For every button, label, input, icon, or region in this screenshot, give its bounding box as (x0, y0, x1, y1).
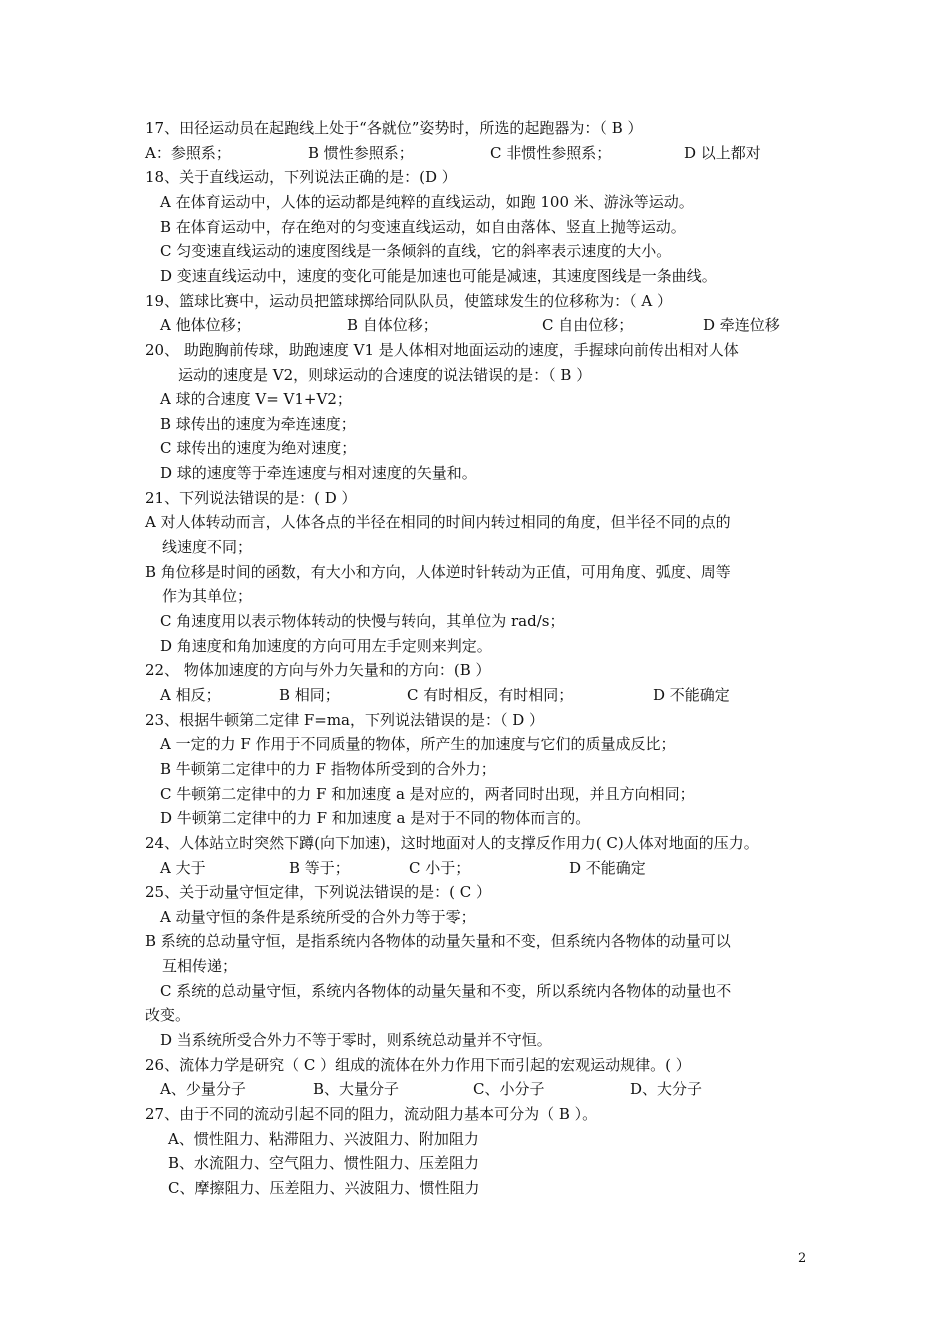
text-line: A 一定的力 F 作用于不同质量的物体，所产生的加速度与它们的质量成反比； (160, 735, 676, 753)
text-line: 改变。 (145, 1006, 191, 1024)
text-line: B 系统的总动量守恒，是指系统内各物体的动量矢量和不变，但系统内各物体的动量可以 (145, 932, 731, 950)
text-line: 20、 助跑胸前传球，助跑速度 V1 是人体相对地面运动的速度，手握球向前传出相对人体 (145, 341, 739, 359)
option-choice: D 不能确定 (569, 859, 646, 877)
option-choice: A 相反； (160, 686, 221, 704)
text-line: A、惯性阻力、粘滞阻力、兴波阻力、附加阻力 (168, 1130, 479, 1148)
text-line: 23、根据牛顿第二定律 F=ma，下列说法错误的是：（ D ） (145, 711, 545, 729)
text-line: A 动量守恒的条件是系统所受的合外力等于零； (160, 908, 476, 926)
text-line: C 角速度用以表示物体转动的快慢与转向，其单位为 rad/s； (160, 612, 565, 630)
text-line: 互相传递； (162, 957, 238, 975)
text-line: B、水流阻力、空气阻力、惯性阻力、压差阻力 (168, 1154, 480, 1172)
text-line: 24、人体站立时突然下蹲(向下加速)，这时地面对人的支撑反作用力( C)人体对地面的压力。 (145, 834, 759, 852)
text-line: C、摩擦阻力、压差阻力、兴波阻力、惯性阻力 (168, 1179, 480, 1197)
option-choice: A 大于 (160, 859, 206, 877)
option-choice: B 惯性参照系； (308, 144, 414, 162)
text-line: 22、 物体加速度的方向与外力矢量和的方向：(B ） (145, 661, 491, 679)
text-line: C 球传出的速度为绝对速度； (160, 439, 357, 457)
text-line: C 牛顿第二定律中的力 F 和加速度 a 是对应的，两者同时出现，并且方向相同； (160, 785, 695, 803)
text-line: A 对人体转动而言，人体各点的半径在相同的时间内转过相同的角度，但半径不同的点的 (145, 513, 731, 531)
option-choice: D、大分子 (630, 1080, 703, 1098)
option-choice: D 以上都对 (684, 144, 761, 162)
text-line: B 在体育运动中，存在绝对的匀变速直线运动，如自由落体、竖直上抛等运动。 (160, 218, 686, 236)
text-line: A 在体育运动中，人体的运动都是纯粹的直线运动，如跑 100 米、游泳等运动。 (160, 193, 694, 211)
text-line: C 系统的总动量守恒，系统内各物体的动量矢量和不变，所以系统内各物体的动量也不 (160, 982, 732, 1000)
option-choice: A 他体位移； (160, 316, 251, 334)
option-choice: C 有时相反，有时相同； (407, 686, 574, 704)
text-line: D 球的速度等于牵连速度与相对速度的矢量和。 (160, 464, 477, 482)
option-choice: B 等于； (289, 859, 350, 877)
text-line: D 角速度和角加速度的方向可用左手定则来判定。 (160, 637, 492, 655)
text-line: D 当系统所受合外力不等于零时，则系统总动量并不守恒。 (160, 1031, 552, 1049)
text-line: B 球传出的速度为牵连速度； (160, 415, 356, 433)
text-line: 19、篮球比赛中，运动员把篮球掷给同队队员，使篮球发生的位移称为：（ A ） (145, 292, 672, 310)
text-line: 线速度不同； (162, 538, 253, 556)
page-number: 2 (798, 1251, 807, 1266)
text-line: 21、下列说法错误的是：( D ） (145, 489, 357, 507)
option-choice: C 自由位移； (542, 316, 634, 334)
text-line: D 牛顿第二定律中的力 F 和加速度 a 是对于不同的物体而言的。 (160, 809, 591, 827)
text-line: D 变速直线运动中，速度的变化可能是加速也可能是减速，其速度图线是一条曲线。 (160, 267, 717, 285)
text-line: 17、田径运动员在起跑线上处于“各就位”姿势时，所选的起跑器为：（ B ） (145, 119, 643, 137)
text-line: B 角位移是时间的函数，有大小和方向，人体逆时针转动为正值，可用角度、弧度、周等 (145, 563, 731, 581)
option-choice: C 小于； (409, 859, 471, 877)
text-line: 27、由于不同的流动引起不同的阻力，流动阻力基本可分为（ B ）。 (145, 1105, 598, 1123)
option-choice: A、少量分子 (160, 1080, 246, 1098)
option-choice: B、大量分子 (313, 1080, 400, 1098)
option-choice: D 不能确定 (653, 686, 730, 704)
text-line: 26、流体力学是研究（ C ）组成的流体在外力作用下而引起的宏观运动规律。( ） (145, 1056, 691, 1074)
option-choice: D 牵连位移 (703, 316, 780, 334)
text-line: A 球的合速度 V= V1+V2； (160, 390, 352, 408)
option-choice: B 相同； (279, 686, 340, 704)
text-line: 25、关于动量守恒定律，下列说法错误的是：( C ） (145, 883, 491, 901)
option-choice: C 非惯性参照系； (490, 144, 612, 162)
text-line: 18、关于直线运动，下列说法正确的是：(D ） (145, 168, 457, 186)
option-choice: C、小分子 (473, 1080, 545, 1098)
text-line: C 匀变速直线运动的速度图线是一条倾斜的直线，它的斜率表示速度的大小。 (160, 242, 672, 260)
text-line: B 牛顿第二定律中的力 F 指物体所受到的合外力； (160, 760, 496, 778)
text-line: 运动的速度是 V2，则球运动的合速度的说法错误的是：（ B ） (178, 366, 592, 384)
option-choice: A：参照系； (145, 144, 231, 162)
text-line: 作为其单位； (162, 587, 253, 605)
option-choice: B 自体位移； (347, 316, 438, 334)
